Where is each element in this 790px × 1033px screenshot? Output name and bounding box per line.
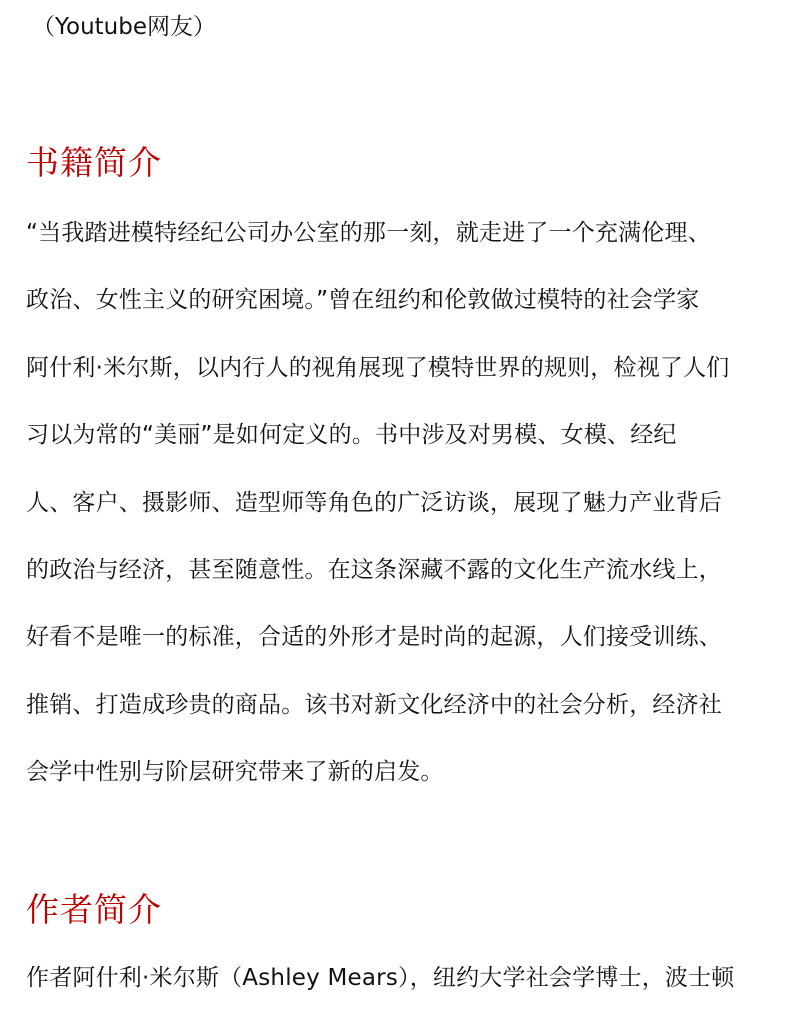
author-intro-paragraph: 作者阿什利·米尔斯（Ashley Mears），纽约大学社会学博士，波士顿 [26, 965, 735, 991]
paragraph-line: 会学中性别与阶层研究带来了新的启发。 [26, 759, 444, 786]
paragraph-line: 的政治与经济，甚至随意性。在这条深藏不露的文化生产流水线上， [26, 556, 722, 583]
paragraph-line: 推销、打造成珍贵的商品。该书对新文化经济中的社会分析，经济社 [26, 691, 722, 718]
book-intro-heading: 书籍简介 [26, 143, 162, 182]
paragraph-line: 人、客户、摄影师、造型师等角色的广泛访谈，展现了魅力产业背后 [26, 489, 722, 516]
paragraph-line: “当我踏进模特经纪公司办公室的那一刻，就走进了一个充满伦理、 [26, 220, 711, 246]
paragraph-line: 好看不是唯一的标准，合适的外形才是时尚的起源，人们接受训练、 [26, 624, 722, 651]
paragraph-line: 政治、女性主义的研究困境。”曾在纽约和伦敦做过模特的社会学家 [26, 287, 700, 314]
book-intro-paragraph [26, 212, 776, 819]
paragraph-line: 习以为常的“美丽”是如何定义的。书中涉及对男模、女模、经纪 [26, 422, 677, 449]
quote-attribution: （Youtube网友） [32, 14, 216, 40]
paragraph-line: 阿什利·米尔斯，以内行人的视角展现了模特世界的规则，检视了人们 [26, 354, 730, 381]
author-intro-heading: 作者简介 [26, 890, 162, 929]
